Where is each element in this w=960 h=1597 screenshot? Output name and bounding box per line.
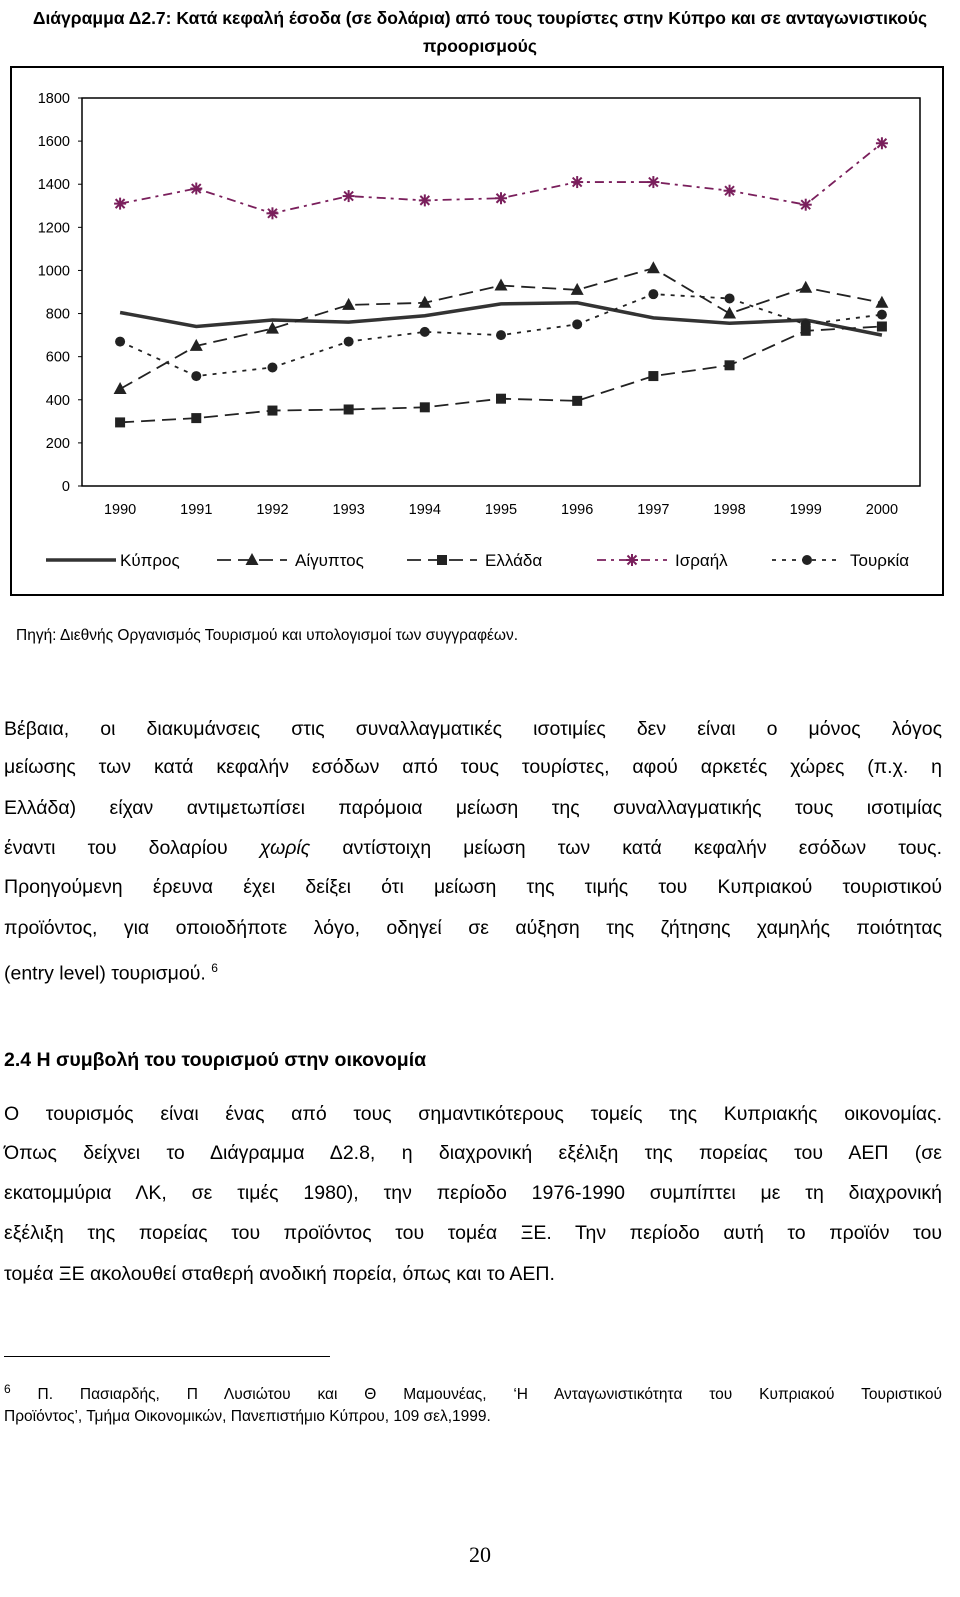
text-line: Βέβαια, οι διακυμάνσεις στις συναλλαγματικές ισοτιμίες δεν είναι ο μόνος λόγος <box>4 718 942 740</box>
x-tick-label: 1999 <box>789 502 822 518</box>
x-tick-label: 1998 <box>713 502 746 518</box>
y-tick-label: 400 <box>45 392 70 409</box>
data-point <box>724 185 736 197</box>
chart-source: Πηγή: Διεθνής Οργανισμός Τουρισμού και υπολογισμοί των συγγραφέων. <box>16 627 519 644</box>
footnote-number: 6 <box>4 1382 11 1396</box>
text-line: εκατομμύρια ΛΚ, σε τιμές 1980), την περίοδο 1976-1990 συμπίπτει με τη διαχρονική <box>4 1182 942 1204</box>
data-point <box>647 176 659 188</box>
data-point <box>877 310 887 320</box>
footnote-line: Προϊόντος’, Τμήμα Οικονομικών, Πανεπιστήμιο Κύπρου, 109 σελ,1999. <box>4 1408 491 1426</box>
y-tick-label: 1600 <box>37 134 70 151</box>
data-point <box>114 198 126 210</box>
x-tick-label: 1995 <box>484 502 518 518</box>
text-line <box>4 829 942 867</box>
data-point <box>344 404 354 414</box>
chart-title: Διάγραμμα Δ2.7: Κατά κεφαλή έσοδα (σε δολάρια) από τους τουρίστες στην Κύπρο και σε ανταγωνιστικούς προορισμούς <box>32 8 928 56</box>
footnote-line <box>4 1378 942 1406</box>
data-point <box>723 307 736 319</box>
text-line: Προηγούμενη έρευνα έχει δείξει ότι μείωση της τιμής του Κυπριακού τουριστικού <box>4 876 942 898</box>
data-point <box>572 319 582 329</box>
series-line <box>120 326 882 422</box>
data-point <box>342 298 355 310</box>
data-point <box>876 137 888 149</box>
data-point <box>114 382 127 394</box>
data-point <box>266 207 278 219</box>
text-line: εξέλιξη της πορείας του προϊόντος του τομέα ΞΕ. Την περίοδο αυτή το προϊόν του <box>4 1222 942 1244</box>
legend-marker <box>437 555 447 565</box>
line-chart <box>12 68 942 594</box>
data-point <box>648 371 658 381</box>
data-point <box>419 194 431 206</box>
x-tick-label: 1993 <box>332 502 365 518</box>
data-point <box>420 327 430 337</box>
text-span: αντίστοιχη μείωση των κατά κεφαλήν εσόδων τους. <box>310 837 942 859</box>
data-point <box>801 319 811 329</box>
x-tick-label: 1997 <box>637 502 670 518</box>
x-tick-label: 2000 <box>865 502 899 518</box>
data-point <box>344 337 354 347</box>
data-point <box>877 321 887 331</box>
data-point <box>495 192 507 204</box>
data-point <box>572 396 582 406</box>
x-tick-label: 1992 <box>256 502 289 518</box>
data-point <box>267 406 277 416</box>
data-point <box>496 330 506 340</box>
text-line: Ελλάδα) είχαν αντιμετωπίσει παρόμοια μείωση της συναλλαγματικής τους ισοτιμίας <box>4 797 942 819</box>
y-tick-label: 1800 <box>37 91 70 107</box>
x-tick-label: 1991 <box>180 502 213 518</box>
chart-frame <box>10 66 944 596</box>
y-tick-label: 1200 <box>37 220 70 237</box>
y-tick-label: 200 <box>45 435 70 452</box>
y-tick-label: 1400 <box>37 177 70 194</box>
text-line: Όπως δείχνει το Διάγραμμα Δ2.8, η διαχρονική εξέλιξη της πορείας του ΑΕΠ (σε <box>4 1142 942 1164</box>
plot-area <box>82 98 920 486</box>
data-point <box>495 279 508 291</box>
y-tick-label: 800 <box>45 306 70 323</box>
legend-marker <box>626 554 638 566</box>
legend-label: Αίγυπτος <box>295 551 364 570</box>
text-span: έναντι του δολαρίου <box>4 837 260 859</box>
data-point <box>191 413 201 423</box>
data-point <box>648 289 658 299</box>
legend-label: Ελλάδα <box>485 551 543 570</box>
text-line: μείωσης των κατά κεφαλήν εσόδων από τους τουρίστες, αφού αρκετές χώρες (π.χ. η <box>4 756 942 778</box>
emphasis-text: χωρίς <box>259 837 311 859</box>
legend-label: Κύπρος <box>120 551 180 570</box>
data-point <box>799 281 812 293</box>
text-span: (entry level) τουρισμού. <box>4 962 206 985</box>
y-tick-label: 600 <box>45 349 70 366</box>
legend-marker <box>802 555 812 565</box>
x-tick-label: 1990 <box>103 502 137 518</box>
data-point <box>725 293 735 303</box>
data-point <box>190 183 202 195</box>
x-tick-label: 1994 <box>408 502 441 518</box>
data-point <box>115 417 125 427</box>
text-line: τομέα ΞΕ ακολουθεί σταθερή ανοδική πορεία, όπως και το ΑΕΠ. <box>4 1263 555 1285</box>
data-point <box>343 190 355 202</box>
page-number: 20 <box>469 1542 491 1567</box>
data-point <box>496 394 506 404</box>
text-line <box>4 949 942 993</box>
legend-marker <box>246 553 259 565</box>
x-tick-label: 1996 <box>561 502 594 518</box>
data-point <box>267 362 277 372</box>
data-point <box>115 337 125 347</box>
data-point <box>875 296 888 308</box>
legend-label: Τουρκία <box>850 551 910 570</box>
footnote-divider <box>4 1356 330 1357</box>
data-point <box>647 261 660 273</box>
data-point <box>571 176 583 188</box>
y-tick-label: 0 <box>61 479 70 495</box>
data-point <box>420 402 430 412</box>
footnote-ref: 6 <box>211 961 218 975</box>
text-line: προϊόντος, για οποιοδήποτε λόγο, οδηγεί σε αύξηση της ζήτησης χαμηλής ποιότητας <box>4 917 942 939</box>
section-heading: 2.4 Η συμβολή του τουρισμού στην οικονομία <box>4 1049 427 1071</box>
data-point <box>800 199 812 211</box>
data-point <box>725 360 735 370</box>
data-point <box>191 371 201 381</box>
text-span: Π. Πασιαρδής, Π Λυσιώτου και Θ Μαμουνέας, ‘Η Ανταγωνιστικότητα του Κυπριακού Τουριστικού <box>10 1386 942 1404</box>
footnote <box>4 1378 942 1428</box>
legend-label: Ισραήλ <box>675 551 728 570</box>
y-tick-label: 1000 <box>37 263 70 280</box>
text-line: Ο τουρισμός είναι ένας από τους σημαντικότερους τομείς της Κυπριακής οικονομίας. <box>4 1103 942 1125</box>
